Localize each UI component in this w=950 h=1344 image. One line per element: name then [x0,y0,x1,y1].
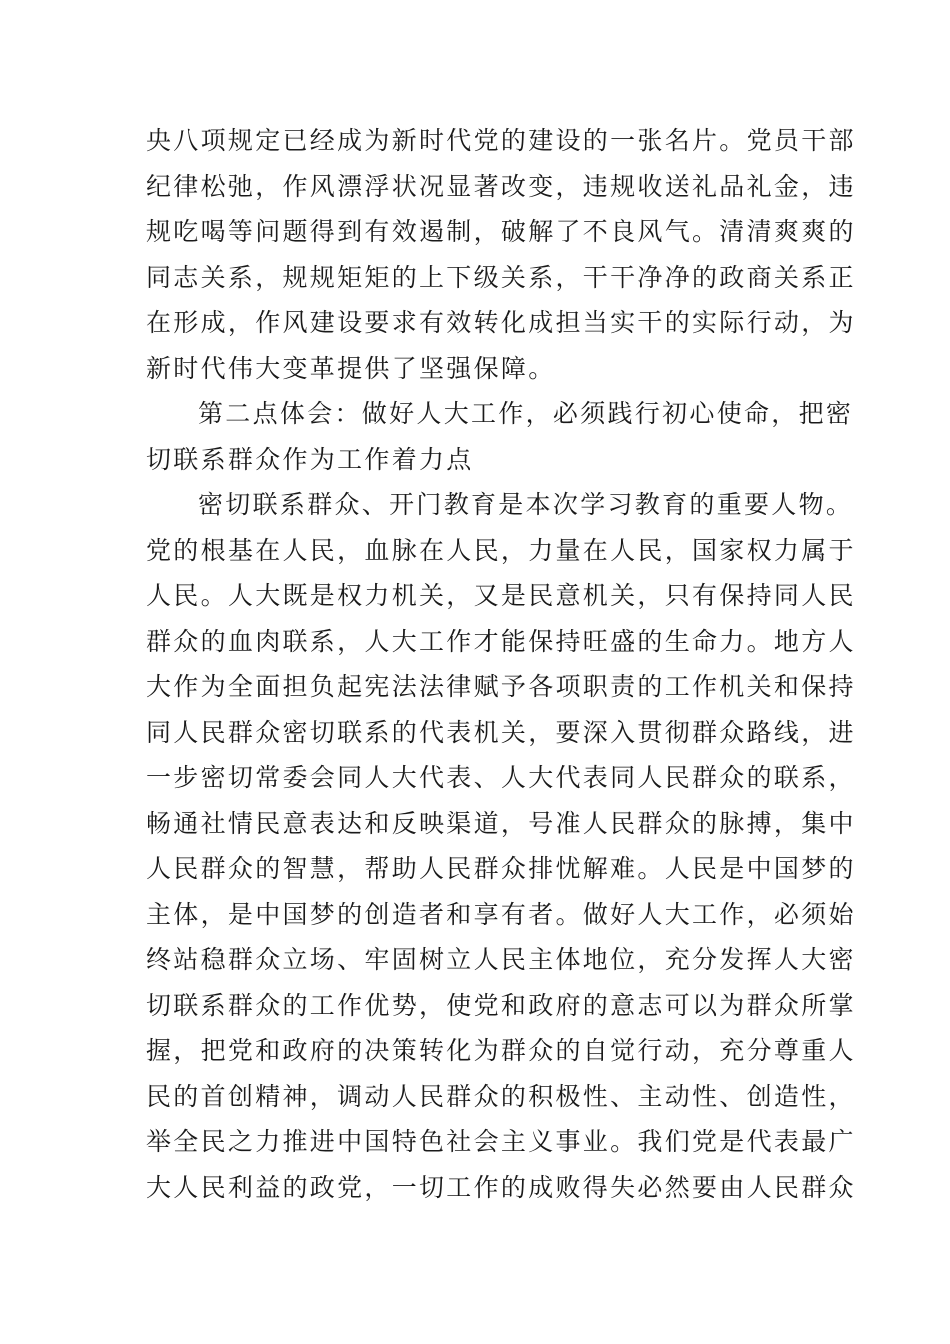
text-line: 人民。人大既是权力机关，又是民意机关，只有保持同人民 [146,581,856,610]
text-line: 握，把党和政府的决策转化为群众的自觉行动，充分尊重人 [146,1036,856,1065]
text-line: 党的根基在人民，血脉在人民，力量在人民，国家权力属于 [146,535,856,565]
text-line: 民的首创精神，调动人民群众的积极性、主动性、创造性， [146,1081,856,1111]
text-line: 人民群众的智慧，帮助人民群众排忧解难。人民是中国梦的 [146,854,856,883]
text-line: 畅通社情民意表达和反映渠道，号准人民群众的脉搏，集中 [146,808,856,838]
text-line: 主体，是中国梦的创造者和享有者。做好人大工作，必须始 [146,899,856,929]
text-line: 密切联系群众、开门教育是本次学习教育的重要人物。 [198,490,854,519]
document-page [146,118,856,1210]
text-line: 切联系群众的工作优势，使党和政府的意志可以为群众所掌 [146,990,856,1020]
text-line: 大作为全面担负起宪法法律赋予各项职责的工作机关和保持 [146,672,856,701]
body-paragraph [146,482,856,1210]
text-line: 第二点体会：做好人大工作，必须践行初心使命，把密 [198,399,854,428]
text-line: 新时代伟大变革提供了坚强保障。 [146,353,556,383]
text-line: 终站稳群众立场、牢固树立人民主体地位，充分发挥人大密 [146,945,856,974]
text-line: 大人民利益的政党，一切工作的成败得失必然要由人民群众 [146,1172,856,1202]
text-line: 纪律松弛，作风漂浮状况显著改变，违规收送礼品礼金，违 [146,171,856,201]
text-line: 同志关系，规规矩矩的上下级关系，干干净净的政商关系正 [146,262,856,292]
text-line: 一步密切常委会同人大代表、人大代表同人民群众的联系， [146,763,856,792]
text-line: 规吃喝等问题得到有效遏制，破解了不良风气。清清爽爽的 [146,217,856,246]
text-line: 举全民之力推进中国特色社会主义事业。我们党是代表最广 [146,1127,856,1156]
text-line: 切联系群众作为工作着力点 [146,444,474,474]
paragraph-continuation [146,118,856,391]
text-line: 央八项规定已经成为新时代党的建设的一张名片。党员干部 [146,126,856,155]
text-line: 同人民群众密切联系的代表机关，要深入贯彻群众路线，进 [146,717,856,747]
text-line: 在形成，作风建设要求有效转化成担当实干的实际行动，为 [146,308,856,337]
section-heading-paragraph [146,391,854,482]
text-line: 群众的血肉联系，人大工作才能保持旺盛的生命力。地方人 [146,626,856,656]
